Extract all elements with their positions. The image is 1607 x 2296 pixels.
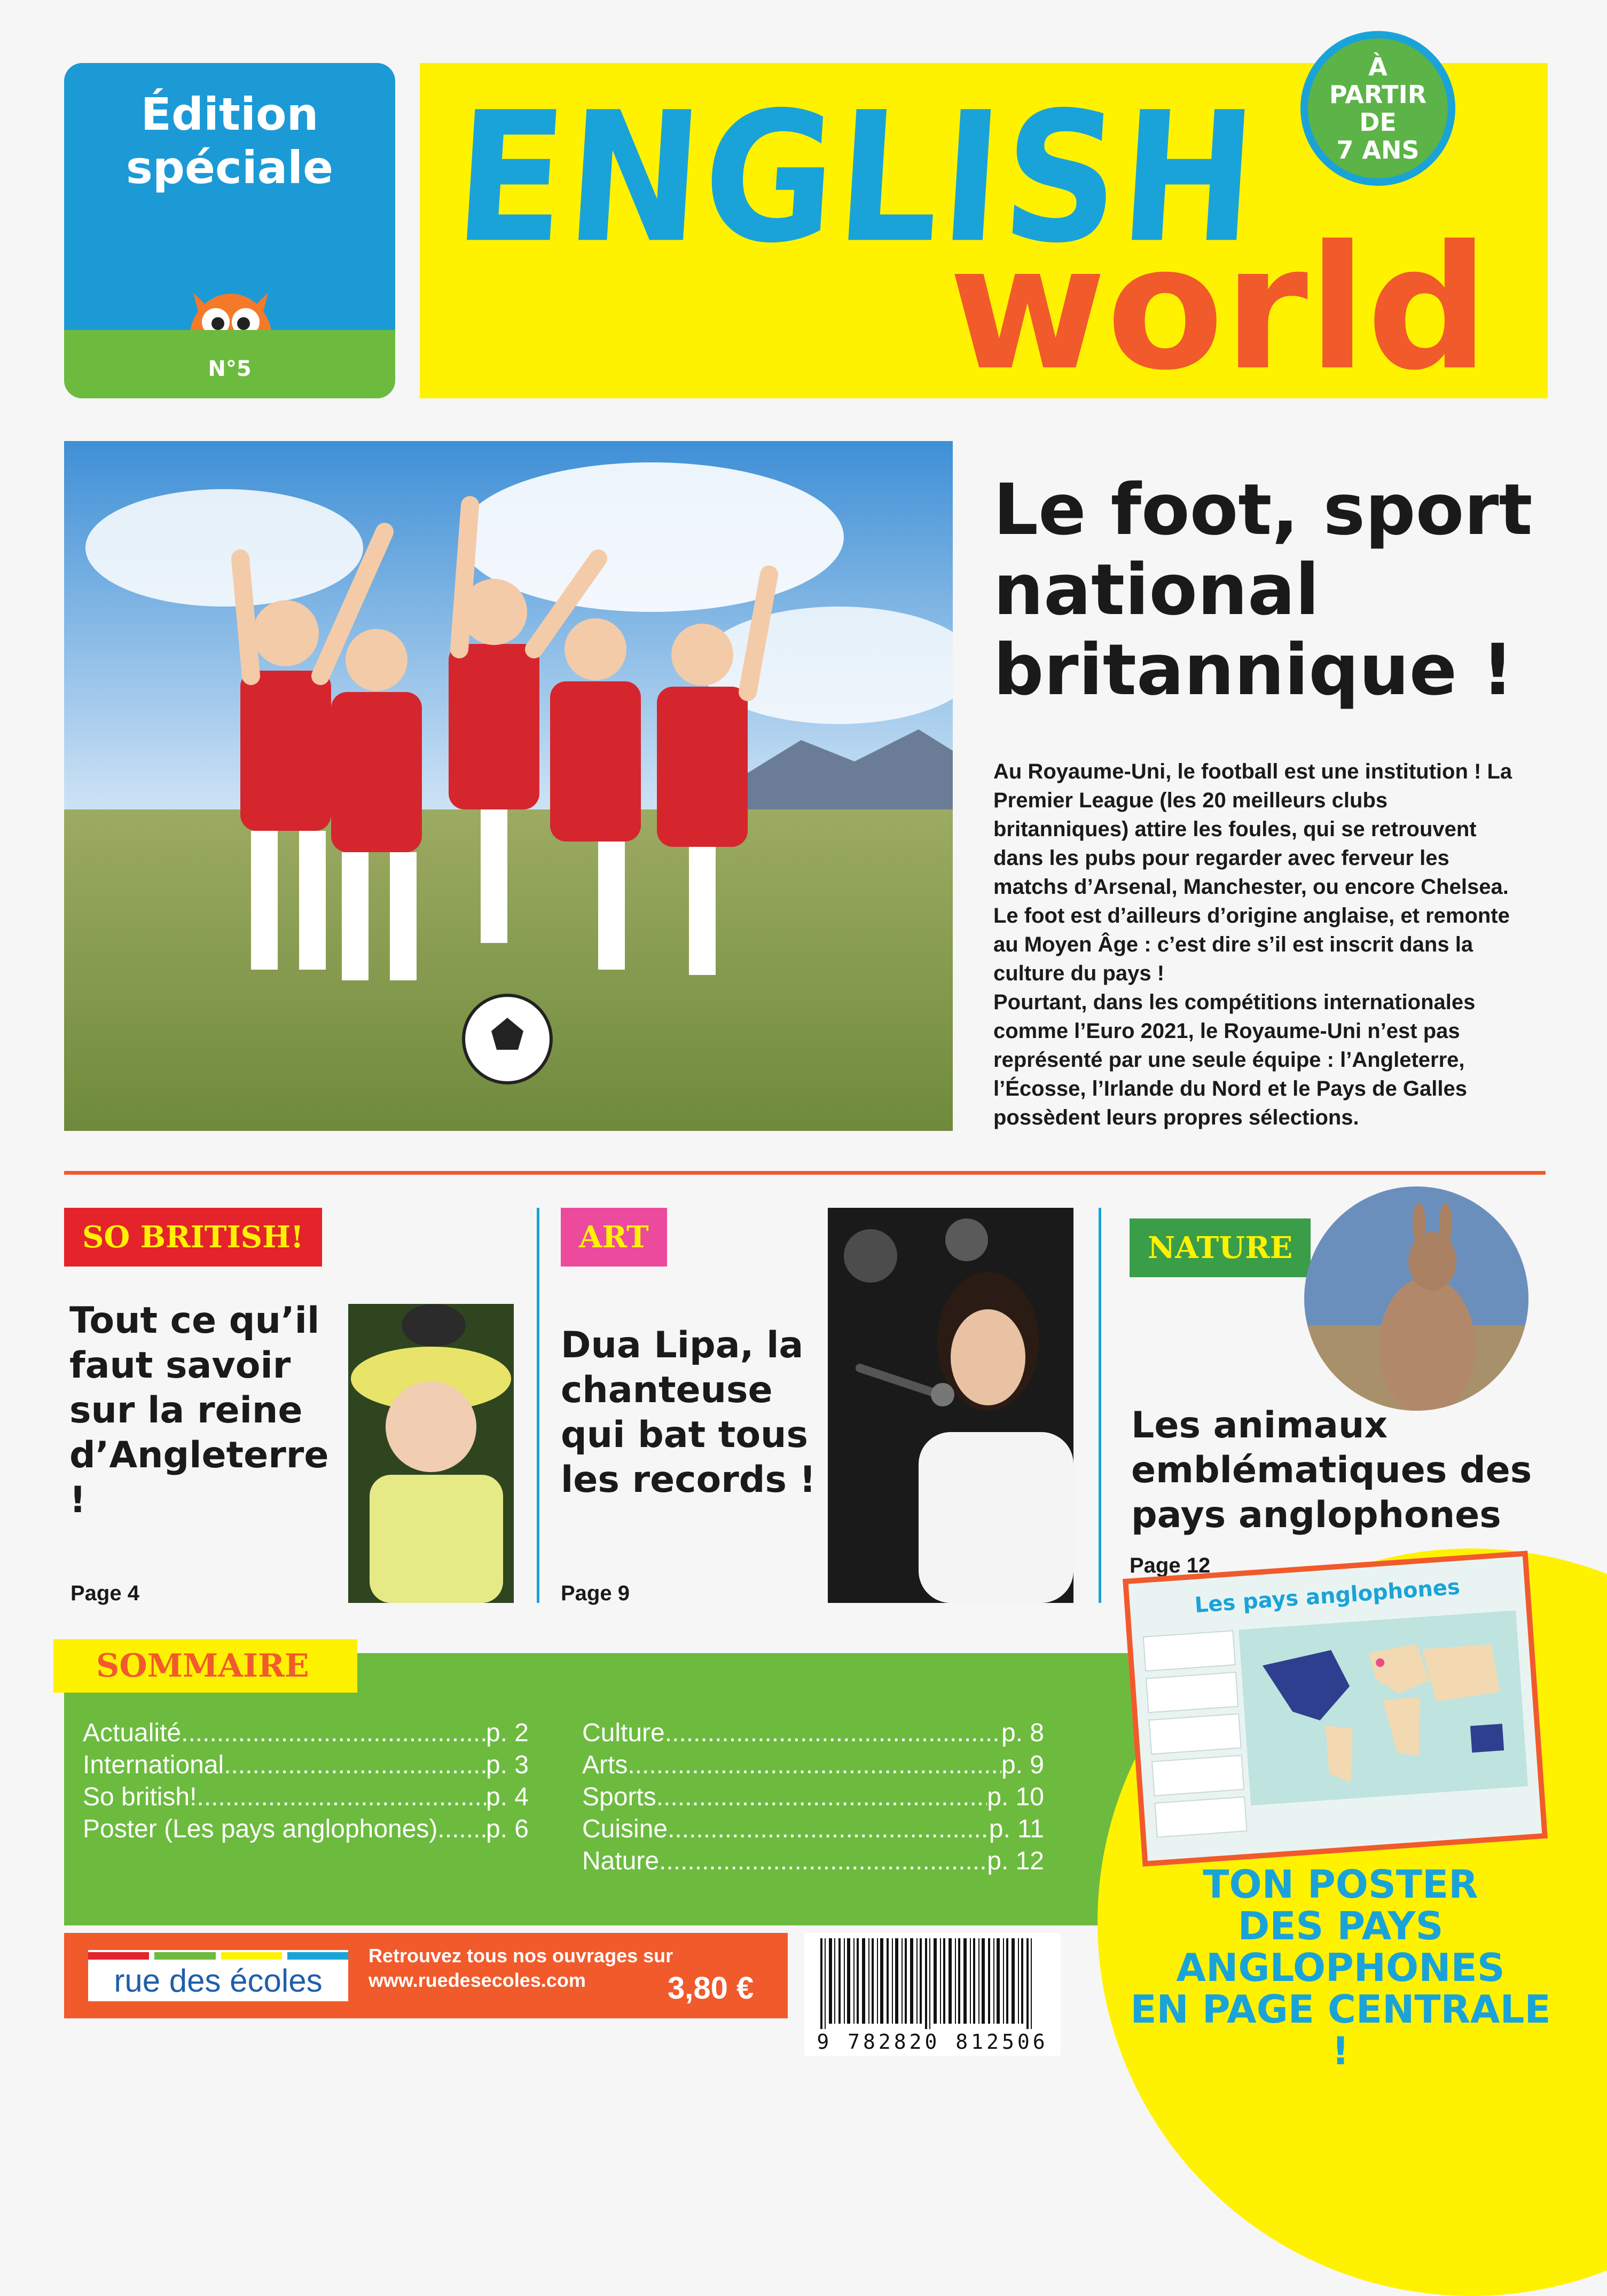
sommaire-title: SOMMAIRE: [53, 1639, 357, 1693]
edition-label: Édition spéciale: [126, 88, 334, 194]
toc-item[interactable]: Sports ..... p. 10: [582, 1781, 1044, 1813]
world-map-icon: [1238, 1610, 1528, 1805]
art-page-ref: Page 9: [561, 1582, 630, 1605]
toc-item[interactable]: Culture ..... p. 8: [582, 1717, 1044, 1749]
poster-title: Les pays anglophones: [1194, 1575, 1461, 1618]
masthead-world: world: [948, 209, 1489, 408]
lead-body: [993, 757, 1527, 1132]
kangaroo-photo: [1304, 1186, 1528, 1411]
toc-item[interactable]: So british! ..... p. 4: [83, 1781, 529, 1813]
issue-number: N°5: [208, 357, 252, 381]
logo-stripes: [88, 1952, 348, 1960]
nature-page-ref: Page 12: [1130, 1554, 1211, 1577]
publisher-logo[interactable]: [88, 1950, 348, 2001]
barcode: [804, 1933, 1061, 2056]
art-headline: Dua Lipa, la chanteuse qui bat tous les records !: [561, 1324, 816, 1501]
poster-preview: [1123, 1551, 1548, 1867]
british-page-ref: Page 4: [70, 1582, 139, 1605]
toc-item[interactable]: Nature ..... p. 12: [582, 1845, 1044, 1877]
lead-paragraph: Au Royaume-Uni, le football est une institution ! La Premier League (les 20 meilleurs clubs britanniques) attire les foules, qui se retrouvent dans les pubs pour regarder avec ferveur les matchs d’Arsenal, Manchester, ou encore Chelsea. Le foot est d’ailleurs d’origine anglaise, et remonte au Moyen Âge : c’est dire s’il est inscrit dans la culture du pays !: [993, 760, 1512, 985]
football-kids-photo: [64, 441, 953, 1131]
toc-item[interactable]: Actualité ..... p. 2: [83, 1717, 529, 1749]
poster-promo-text: TON POSTER DES PAYS ANGLOPHONES EN PAGE CENTRALE !: [1130, 1862, 1551, 2073]
age-badge: [1300, 31, 1455, 186]
tag-so-british: SO BRITISH!: [64, 1208, 322, 1267]
publisher-name: rue des écoles: [114, 1963, 323, 1999]
toc-column-right: [582, 1717, 1044, 1877]
edition-badge: [64, 63, 395, 398]
column-divider: [537, 1208, 539, 1603]
toc-item[interactable]: Cuisine ..... p. 11: [582, 1813, 1044, 1845]
barcode-bars-icon: [804, 1933, 1061, 2029]
footer-url[interactable]: www.ruedesecoles.com: [369, 1969, 586, 1991]
toc-item[interactable]: International ..... p. 3: [83, 1749, 529, 1781]
masthead-english: ENGLISH: [449, 74, 1264, 282]
british-headline: Tout ce qu’il faut savoir sur la reine d’Angleterre !: [69, 1300, 329, 1521]
table-of-contents: [64, 1653, 1143, 1925]
tag-nature: NATURE: [1130, 1218, 1311, 1277]
dua-lipa-photo: [828, 1208, 1073, 1603]
age-badge-text: À PARTIR DE 7 ANS: [1329, 52, 1427, 164]
lead-paragraph: Pourtant, dans les compétitions internationales comme l’Euro 2021, le Royaume-Uni n’est pas représenté par une seule équipe : l’Angleterre, l’Écosse, l’Irlande du Nord et le Pays de Galles possèdent leurs propres sélections.: [993, 990, 1476, 1129]
column-divider: [1099, 1208, 1101, 1603]
nature-headline: Les animaux emblématiques des pays anglophones: [1131, 1404, 1532, 1536]
price: 3,80 €: [668, 1971, 754, 2006]
barcode-number: 9 782820 812506: [817, 2030, 1048, 2054]
toc-column-left: [83, 1717, 529, 1845]
lead-headline: Le foot, sport national britannique !: [993, 469, 1533, 711]
poster-thumbnails: [1143, 1630, 1248, 1850]
footer-tagline: Retrouvez tous nos ouvrages sur: [369, 1945, 673, 1967]
queen-photo: [348, 1304, 514, 1603]
toc-item[interactable]: Arts ..... p. 9: [582, 1749, 1044, 1781]
toc-item[interactable]: Poster (Les pays anglophones) ..... p. 6: [83, 1813, 529, 1845]
tag-art: ART: [561, 1208, 667, 1267]
section-divider: [64, 1171, 1546, 1175]
